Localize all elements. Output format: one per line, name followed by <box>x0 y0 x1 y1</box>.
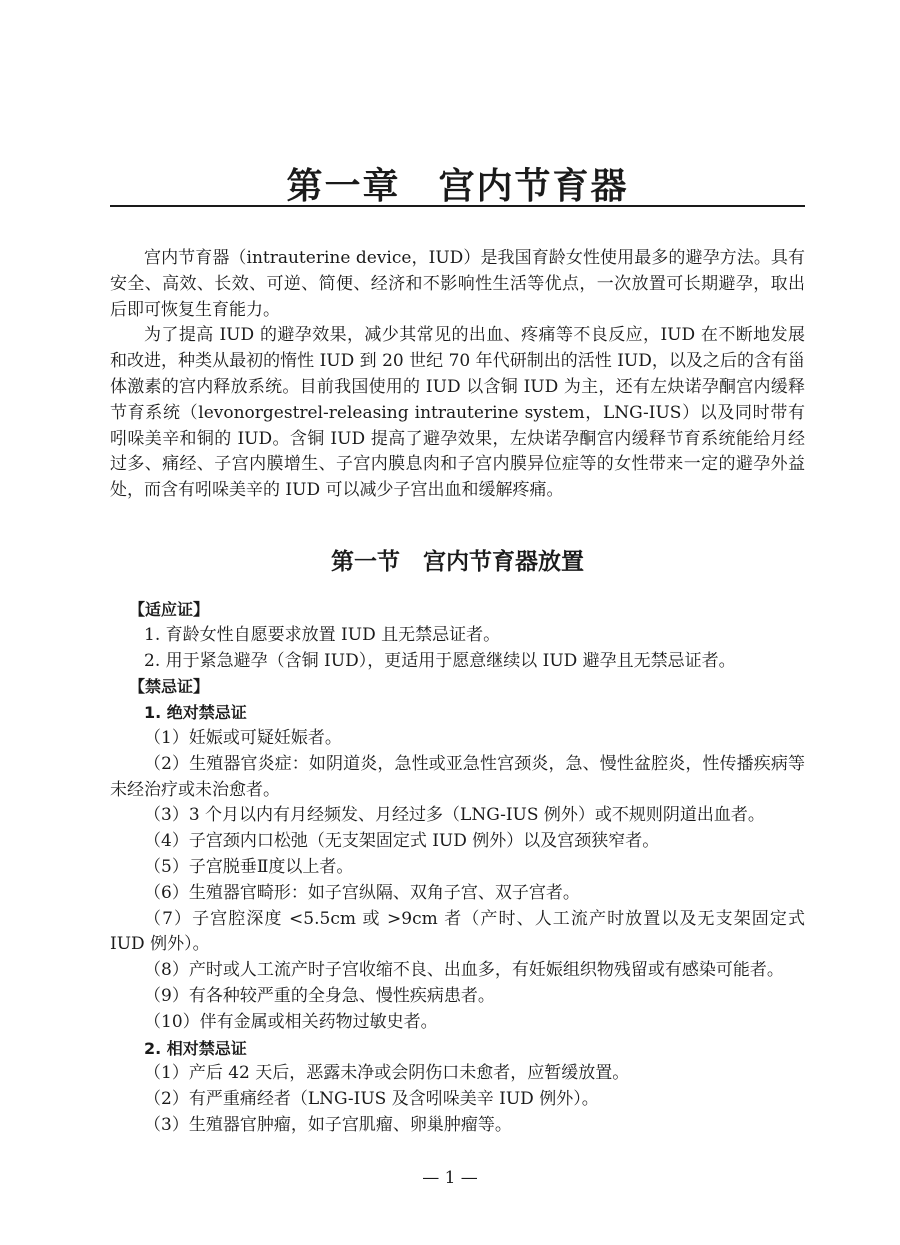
indication-item: 1. 育龄女性自愿要求放置 IUD 且无禁忌证者。 <box>144 624 501 645</box>
relative-contraindication-item: （2）有严重痛经者（LNG-IUS 及含吲哚美辛 IUD 例外）。 <box>144 1089 599 1110</box>
intro-paragraph: 为了提高 IUD 的避孕效果，减少其常见的出血、疼痛等不良反应，IUD 在不断地发展和改进，种类从最初的惰性 IUD 到 20 世纪 70 年代研制出的活性 IUD，以及之后的含有甾体激素的宫内释放系统。目前我国使用的 IUD 以含铜 IUD 为主，还有左炔诺孕酮宫内缓释节育系统（levonorgestrel-releasing intrauterine system，LNG-IUS）以及同时带有吲哚美辛和铜的 IUD。含铜 IUD 提高了避孕效果，左炔诺孕酮宫内缓释节育系统能给月经过多、痛经、子宫内膜增生、子宫内膜息肉和子宫内膜异位症等的女性带来一定的避孕外益处，而含有吲哚美辛的 IUD 可以减少子宫出血和缓解疼痛。 <box>110 325 805 501</box>
intro-paragraph: 宫内节育器（intrauterine device，IUD）是我国育龄女性使用最多的避孕方法。具有安全、高效、长效、可逆、简便、经济和不影响性生活等优点，一次放置可长期避孕，取出后即可恢复生育能力。 <box>110 248 805 320</box>
chapter-title: 第一章 宫内节育器 <box>286 166 629 207</box>
section-content <box>110 597 805 1139</box>
absolute-contraindication-item: （9）有各种较严重的全身急、慢性疾病患者。 <box>144 985 495 1006</box>
indications-heading: 【适应证】 <box>129 600 210 619</box>
relative-contraindications-heading: 2. 相对禁忌证 <box>144 1038 247 1058</box>
absolute-contraindication-item: （10）伴有金属或相关药物过敏史者。 <box>144 1011 438 1032</box>
absolute-contraindication-item: （8）产时或人工流产时子宫收缩不良、出血多，有妊娠组织物残留或有感染可能者。 <box>144 960 784 981</box>
absolute-contraindication-item: （3）3 个月以内有月经频发、月经过多（LNG-IUS 例外）或不规则阴道出血者。 <box>144 805 765 826</box>
contraindications-heading: 【禁忌证】 <box>129 677 210 697</box>
intro-text <box>110 246 805 504</box>
absolute-contraindications-heading: 1. 绝对禁忌证 <box>144 703 247 723</box>
title-rule <box>110 205 805 207</box>
absolute-contraindication-item: （1）妊娠或可疑妊娠者。 <box>144 727 342 748</box>
absolute-contraindication-item: （7）子宫腔深度 <5.5cm 或 >9cm 者（产时、人工流产时放置以及无支架固定式 IUD 例外）。 <box>110 908 805 955</box>
absolute-contraindication-item: （4）子宫颈内口松弛（无支架固定式 IUD 例外）以及宫颈狭窄者。 <box>144 831 660 852</box>
absolute-contraindication-item: （2）生殖器官炎症：如阴道炎，急性或亚急性宫颈炎，急、慢性盆腔炎，性传播疾病等未经治疗或未治愈者。 <box>110 753 805 800</box>
section-title: 第一节 宫内节育器放置 <box>331 548 584 575</box>
relative-contraindication-item: （1）产后 42 天后，恶露未净或会阴伤口未愈者，应暂缓放置。 <box>144 1063 630 1084</box>
absolute-contraindication-item: （5）子宫脱垂Ⅱ度以上者。 <box>144 856 354 877</box>
page-number: — 1 — <box>422 1168 478 1188</box>
indication-item: 2. 用于紧急避孕（含铜 IUD），更适用于愿意继续以 IUD 避孕且无禁忌证者。 <box>144 650 736 671</box>
relative-contraindication-item: （3）生殖器官肿瘤，如子宫肌瘤、卵巢肿瘤等。 <box>144 1114 512 1135</box>
absolute-contraindication-item: （6）生殖器官畸形：如子宫纵隔、双角子宫、双子宫者。 <box>144 882 580 903</box>
